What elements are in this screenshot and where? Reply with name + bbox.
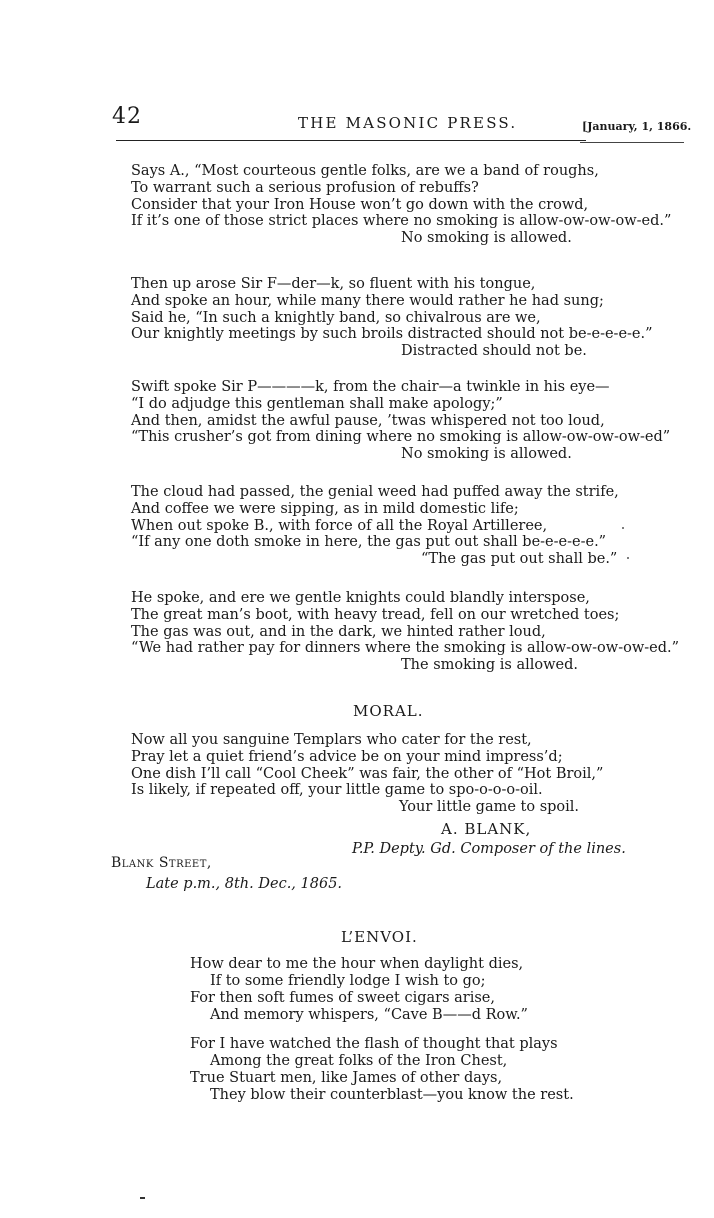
verse-line: Swift spoke Sir P————k, from the chair—a twinkle in his eye— xyxy=(131,379,610,395)
signature-street xyxy=(111,855,212,871)
verse-line: “If any one doth smoke in here, the gas put out shall be-e-e-e-e.” xyxy=(131,534,607,551)
stanza-3 xyxy=(131,379,691,463)
verse-line: If it’s one of those strict places where no smoking is allow-ow-ow-ow-ed.” xyxy=(131,213,672,230)
verse-line: And spoke an hour, while many there would rather he had sung; xyxy=(131,292,604,309)
signature-title: P.P. Depty. Gd. Composer of the lines. xyxy=(352,841,626,857)
stanza-4 xyxy=(131,484,691,568)
verse-line: The great man’s boot, with heavy tread, fell on our wretched toes; xyxy=(131,606,620,623)
verse-line: For then soft fumes of sweet cigars arise, xyxy=(190,990,495,1006)
verse-line: One dish I’ll call “Cool Cheek” was fair, the other of “Hot Broil,” xyxy=(131,765,604,782)
signature-name: A. BLANK, xyxy=(441,820,532,838)
verse-line: Says A., “Most courteous gentle folks, are we a band of roughs, xyxy=(131,163,599,179)
envoi-stanza-1 xyxy=(190,956,670,1024)
envoi-stanza-2 xyxy=(190,1036,670,1104)
verse-line: If to some friendly lodge I wish to go; xyxy=(210,973,486,989)
verse-line: “I do adjudge this gentleman shall make apology;” xyxy=(131,395,503,412)
verse-line: Said he, “In such a knightly band, so chivalrous are we, xyxy=(131,309,541,326)
verse-line: The gas was out, and in the dark, we hinted rather loud, xyxy=(131,623,546,640)
verse-line: Consider that your Iron House won’t go down with the crowd, xyxy=(131,196,589,213)
verse-line: And coffee we were sipping, as in mild domestic life; xyxy=(131,500,519,517)
verse-line: Our knightly meetings by such broils distracted should not be-e-e-e-e.” xyxy=(131,326,653,343)
refrain-line: No smoking is allowed. xyxy=(401,230,572,247)
stanza-2 xyxy=(131,276,691,360)
running-title: THE MASONIC PRESS. xyxy=(298,114,518,132)
envoi-poem xyxy=(190,956,670,1116)
verse-line: True Stuart men, like James of other days, xyxy=(190,1070,503,1086)
stanza-1 xyxy=(131,163,691,247)
verse-line: When out spoke B., with force of all the Royal Artilleree, xyxy=(131,517,548,534)
ink-speck xyxy=(622,527,624,529)
verse-line: Among the great folks of the Iron Chest, xyxy=(210,1053,508,1069)
moral-heading: MORAL. xyxy=(353,702,424,720)
refrain-line: Distracted should not be. xyxy=(401,343,587,360)
verse-line: Now all you sanguine Templars who cater for the rest, xyxy=(131,732,532,748)
moral-stanza xyxy=(131,732,691,816)
verse-line: To warrant such a serious profusion of rebuffs? xyxy=(131,179,479,196)
issue-date: [January, 1, 1866. xyxy=(582,120,692,133)
street-text: Blank Street, xyxy=(111,855,212,871)
verse-line: How dear to me the hour when daylight dies, xyxy=(190,956,524,972)
date-rule xyxy=(580,142,684,143)
refrain-line: The smoking is allowed. xyxy=(401,657,578,674)
verse-line: And memory whispers, “Cave B——d Row.” xyxy=(210,1007,528,1023)
verse-line: He spoke, and ere we gentle knights could blandly interspose, xyxy=(131,590,590,606)
verse-line: “This crusher’s got from dining where no smoking is allow-ow-ow-ow-ed” xyxy=(131,429,671,446)
verse-line: And then, amidst the awful pause, ’twas whispered not too loud, xyxy=(131,412,605,429)
verse-line: “We had rather pay for dinners where the smoking is allow-ow-ow-ow-ed.” xyxy=(131,640,680,657)
signature-dateline: Late p.m., 8th. Dec., 1865. xyxy=(146,876,343,892)
ink-speck xyxy=(627,557,629,559)
header-rule xyxy=(116,140,586,141)
page-number: 42 xyxy=(112,104,142,129)
print-mark xyxy=(140,1197,145,1199)
verse-line: The cloud had passed, the genial weed had puffed away the strife, xyxy=(131,484,619,500)
stanza-5 xyxy=(131,590,691,674)
verse-line: Pray let a quiet friend’s advice be on your mind impress’d; xyxy=(131,748,563,765)
verse-line: Is likely, if repeated off, your little game to spo-o-o-o-oil. xyxy=(131,782,543,799)
refrain-line: Your little game to spoil. xyxy=(399,799,580,816)
verse-line: Then up arose Sir F—der—k, so fluent with his tongue, xyxy=(131,276,536,292)
envoi-heading: L’ENVOI. xyxy=(341,928,418,946)
verse-line: For I have watched the flash of thought that plays xyxy=(190,1036,558,1052)
verse-line: They blow their counterblast—you know the rest. xyxy=(210,1087,574,1103)
refrain-line: “The gas put out shall be.” xyxy=(421,551,618,568)
refrain-line: No smoking is allowed. xyxy=(401,446,572,463)
